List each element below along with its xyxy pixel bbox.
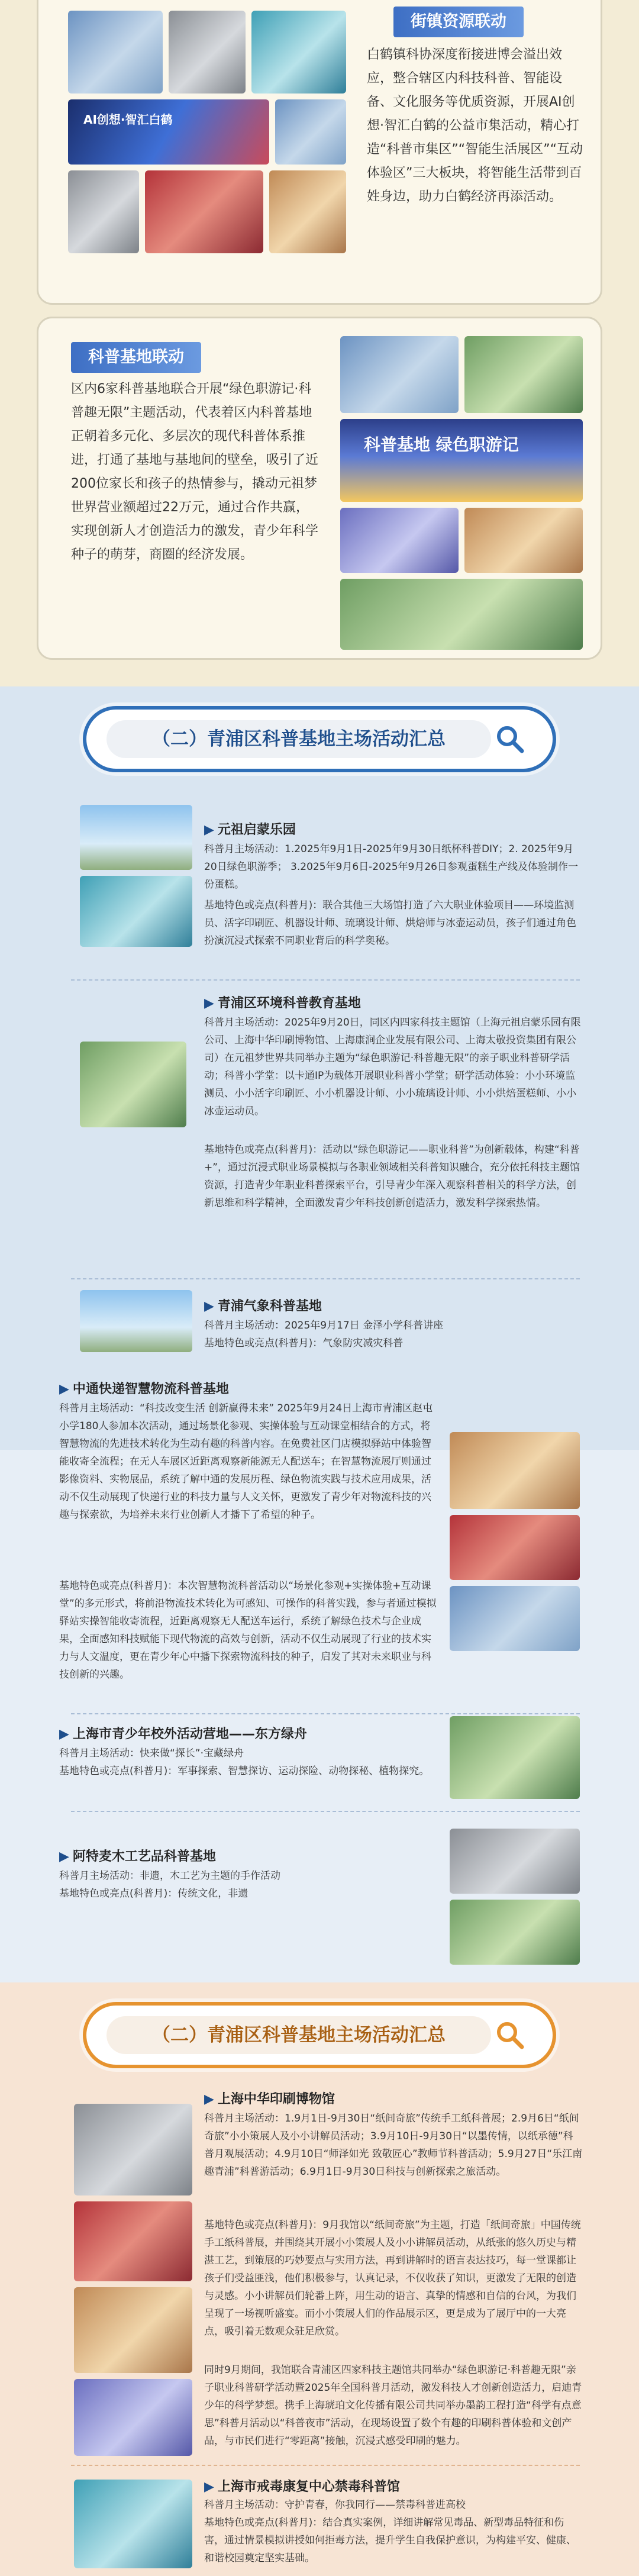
divider xyxy=(71,979,580,981)
item-title: ▶ 上海市青少年校外活动营地——东方绿舟 xyxy=(59,1727,307,1742)
item-title: ▶ 上海市戒毒康复中心禁毒科普馆 xyxy=(204,2480,400,2494)
event-photo xyxy=(169,11,246,94)
event-photo xyxy=(340,336,459,413)
item-highlights: 基地特色或亮点(科普月)：结合真实案例，详细讲解常见毒品、新型毒品特征和伤害，通过情景模拟讲授如何拒毒方法，提升学生自我保护意识，为构建平安、健康、和谐校园奠定坚实基础。 xyxy=(204,2517,576,2564)
base-photo xyxy=(74,2287,192,2373)
divider xyxy=(71,1811,580,1812)
base-photo xyxy=(80,1290,192,1352)
base-photo xyxy=(74,2480,192,2568)
item-highlights: 基地特色或亮点(科普月)：气象防灾减灾科普 xyxy=(204,1337,404,1349)
divider xyxy=(71,2465,580,2466)
section-header-title: （二）青浦区科普基地主场活动汇总 xyxy=(106,2016,491,2054)
item-activities: 科普月主场活动：守护青春，你我同行——禁毒科普进高校 xyxy=(204,2499,466,2511)
base-photo xyxy=(450,1515,580,1580)
stage-photo xyxy=(340,419,583,502)
event-photo xyxy=(340,508,459,573)
item-highlights-extra: 同时9月期间，我馆联合青浦区四家科技主题馆共同举办“绿色职游记·科普趣无限”亲子职业科普研学活动暨2025年全国科普月活动，激发科技人才创新创造活力，启迪青少年的科学梦想。携手上海琥珀文化传播有限公司共同举办墨韵工程打造“科学有点意思”科普月活动以“科普夜市”活动，在现场设置了数个有趣的印刷科普体验和文创产品，与市民们进行“零距离”接触，沉浸式感受印刷的魅力。 xyxy=(204,2364,582,2447)
section-header-title: （二）青浦区科普基地主场活动汇总 xyxy=(106,720,491,758)
base-photo xyxy=(74,2104,192,2195)
item-activities: 科普月主场活动：“科技改变生活 创新赢得未来” 2025年9月24日上海市青浦区赵屯小学180人参加本次活动，通过场景化参观、实操体验与互动课堂相结合的方式，将智慧物流的先进技术转化为生动有趣的科普内容。在免费社区门店模拟驿站中体验智能收寄全流程；在无人车展区近距离观察新能源无人配送车；在智慧物流展厅则通过影像资料、实物展品，系统了解中通的发展历程、绿色物流实践与技术应用成果，活动不仅生动展现了快递行业的科技力量与人文关怀，更激发了青少年对物流科技的兴趣与探索欲，为培养未来行业创新人才播下了希望的种子。 xyxy=(59,1403,433,1521)
search-icon xyxy=(495,2020,525,2051)
item-activities: 科普月主场活动：2025年9月17日 金泽小学科普讲座 xyxy=(204,1320,444,1331)
section-body: 区内6家科普基地联合开展“绿色职游记·科普趣无限”主题活动，代表着区内科普基地正朝着多元化、多层次的现代科普体系推进，打通了基地与基地间的壁垒，吸引了近200位家长和孩子的热情参与，撬动元祖梦世界营业额超过22万元，通过合作共赢，实现创新人才创造活力的激发，青少年科学种子的萌芽，商圈的经济发展。 xyxy=(71,382,319,562)
base-photo xyxy=(450,1586,580,1651)
base-photo xyxy=(450,1900,580,1965)
item-title: ▶ 青浦区环境科普教育基地 xyxy=(204,996,361,1011)
base-photo xyxy=(80,876,192,947)
base-photo xyxy=(80,1042,186,1127)
item-highlights: 基地特色或亮点(科普月)：本次智慧物流科普活动以“场景化参观+实操体验+互动课堂”的多元形式，将前沿物流技术转化为可感知、可操作的科普实践，参与者通过模拟驿站实操智能收寄流程，近距离观察无人配送车运行，系统了解绿色技术与企业成果，全面感知科技赋能下现代物流的高效与创新，活动不仅生动展现了行业的技术实力与人文温度，更在青少年心中播下探索物流科技的种子，启发了其对未来职业与科技创新的兴趣。 xyxy=(59,1580,437,1681)
section-tag: 街镇资源联动 xyxy=(393,7,524,37)
event-photo xyxy=(464,336,583,413)
item-title: ▶ 元祖启蒙乐园 xyxy=(204,823,296,837)
item-title: ▶ 阿特麦木工艺品科普基地 xyxy=(59,1849,216,1864)
section-tag: 科普基地联动 xyxy=(71,342,201,373)
section-header xyxy=(83,2002,556,2068)
item-highlights: 基地特色或亮点(科普月)：9月我馆以“纸间奇旅”为主题，打造「纸间奇旅」中国传统手工纸科普展，并围绕其开展小小策展人及小小讲解员活动，从纸张的悠久历史与精湛工艺，到策展的巧妙要点与实用方法，再到讲解时的语言表达技巧，每一堂课都让孩子们受益匪浅，他们积极参与，认真记录，不仅收获了知识，更激发了无限的创造与灵感。小小讲解员们轮番上阵，用生动的语言、真挚的情感和自信的台风，为我们呈现了一场视听盛宴。而小小策展人们的作品展示区，更是成为了展厅中的一大亮点，吸引着无数观众驻足欣赏。 xyxy=(204,2219,581,2338)
street-linkage-card xyxy=(37,0,602,305)
item-title: ▶ 青浦气象科普基地 xyxy=(204,1299,322,1314)
item-highlights: 基地特色或亮点(科普月)：传统文化，非遗 xyxy=(59,1888,248,1900)
item-highlights: 基地特色或亮点(科普月)：军事探索、智慧探访、运动探险、动物探秘、植物探究。 xyxy=(59,1765,430,1777)
base-linkage-card xyxy=(37,317,602,660)
event-photo xyxy=(251,11,346,94)
event-photo xyxy=(464,508,583,573)
item-activities: 科普月主场活动：非遗，木工艺为主题的手作活动 xyxy=(59,1870,280,1882)
item-highlights: 基地特色或亮点(科普月)：活动以“绿色职游记——职业科普”为创新载体，构建“科普+”，通过沉浸式职业场景模拟与各职业领域相关科普知识融合，充分依托科技主题馆资源，打造青少年职业科普探索平台，引导青少年深入观察科普相关的科学方法，创新思维和科学精神，全面激发青少年科技创新创造活力，激发科学探索热情。 xyxy=(204,1144,580,1209)
event-photo xyxy=(68,11,163,94)
base-photo xyxy=(450,1432,580,1509)
divider xyxy=(71,1713,580,1714)
base-photo xyxy=(450,1716,580,1799)
event-photo xyxy=(269,170,346,253)
event-photo xyxy=(68,170,139,253)
item-activities: 科普月主场活动：1.2025年9月1日-2025年9月30日纸杯科普DIY；2. 2025年9月20日绿色职游季； 3.2025年9月6日-2025年9月26日参观蛋糕生产线及体验制作一份蛋糕。 xyxy=(204,843,578,891)
stage-caption: 科普基地 绿色职游记 xyxy=(364,435,519,454)
item-highlights: 基地特色或亮点(科普月)：联合其他三大场馆打造了六大职业体验项目——环境监测员、活字印刷匠、机器设计师、琉璃设计师、烘焙师与冰壶运动员，孩子们通过角色扮演沉浸式探索不同职业背后的科学奥秘。 xyxy=(204,899,576,947)
event-photo xyxy=(145,170,263,253)
ai-banner-photo xyxy=(68,99,269,165)
section-body: 白鹤镇科协深度衔接进博会溢出效应，整合辖区内科技科普、智能设备、文化服务等优质资源，开展AI创想·智汇白鹤的公益市集活动，精心打造“科普市集区”“智能生活展区”“互动体验区”三大板块，将智能生活带到百姓身边，助力白鹤经济再添活动。 xyxy=(367,47,583,204)
item-activities: 科普月主场活动：快来做“探长”·宝藏绿舟 xyxy=(59,1748,244,1759)
base-photo xyxy=(80,805,192,870)
group-photo xyxy=(340,579,583,650)
base-photo xyxy=(74,2201,192,2281)
item-activities: 科普月主场活动：2025年9月20日，同区内四家科技主题馆（上海元祖启蒙乐园有限公司、上海中华印刷博物馆、上海康涧企业发展有限公司、上海太敬投资集团有限公司）在元祖梦世界共同举办主题为“绿色职游记·科普趣无限”的亲子职业科普研学活动；科普小学堂：以卡通IP为载体开展职业科普小学堂；研学活动体验：小小环境监测员、小小活字印刷匠、小小机器设计师、小小琉璃设计师、小小烘焙蛋糕师、小小冰壶运动员。 xyxy=(204,1017,581,1117)
search-icon xyxy=(495,724,525,755)
ai-banner-caption: AI创想·智汇白鹤 xyxy=(83,112,173,127)
event-photo xyxy=(275,99,346,165)
base-photo xyxy=(74,2379,192,2456)
base-photo xyxy=(450,1829,580,1894)
item-activities: 科普月主场活动：1.9月1日-9月30日“纸间奇旅”传统手工纸科普展；2.9月6日“纸间奇旅”小小策展人及小小讲解员活动；3.9月10日-9月30日“以墨传情，以纸承德”科普月观展活动；4.9月10日“师泽如光 致敬匠心”教师节科普活动；5.9月27日“乐江南 趣青浦”科普游活动；6.9月1日-9月30日科技与创新探索之旅活动。 xyxy=(204,2113,583,2178)
section-header xyxy=(83,706,556,772)
item-title: ▶ 上海中华印刷博物馆 xyxy=(204,2092,335,2107)
item-title: ▶ 中通快递智慧物流科普基地 xyxy=(59,1382,229,1397)
divider xyxy=(71,1278,580,1279)
